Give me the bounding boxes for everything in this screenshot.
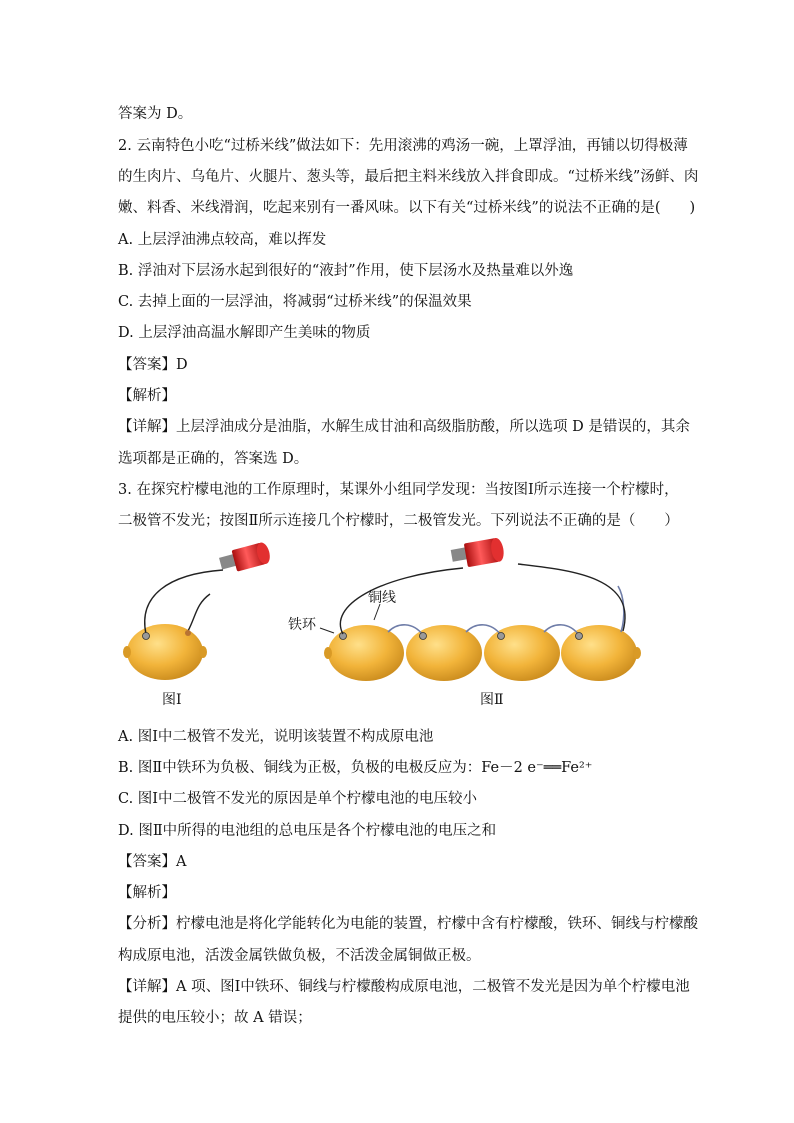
copper-terminal [185,630,191,636]
option-b: B. 图Ⅱ中铁环为负极、铜线为正极，负极的电极反应为：Fe－2 e⁻══Fe²⁺ [118,760,593,776]
analysis-label: 【解析】 [118,388,176,404]
detail-text: 【详解】A 项、图Ⅰ中铁环、铜线与柠檬酸构成原电池，二极管不发光是因为单个柠檬电池 [118,979,690,995]
wire [188,594,210,631]
text-line: 选项都是正确的，答案选 D。 [118,451,309,467]
option-c: C. 去掉上面的一层浮油，将减弱“过桥米线”的保温效果 [118,294,472,310]
text-line: 答案为 D。 [118,106,193,122]
led [218,541,272,575]
lemon [484,625,560,681]
option-d: D. 图Ⅱ中所得的电池组的总电压是各个柠檬电池的电压之和 [118,823,497,839]
question-2-stem: 2. 云南特色小吃“过桥米线”做法如下：先用滚沸的鸡汤一碗，上罩浮油，再铺以切得极薄 [118,138,688,154]
copper-wire [618,586,624,632]
question-3-stem: 3. 在探究柠檬电池的工作原理时，某课外小组同学发现：当按图Ⅰ所示连接一个柠檬时， [118,482,679,498]
lemon [561,625,637,681]
text-line: 提供的电压较小；故 A 错误； [118,1010,312,1026]
lemon [406,625,482,681]
figure-1 [123,541,272,680]
option-a: A. 图Ⅰ中二极管不发光，说明该装置不构成原电池 [118,729,434,745]
iron-ring [143,633,150,640]
wire [340,568,463,634]
option-d: D. 上层浮油高温水解即产生美味的物质 [118,325,371,341]
answer-label: 【答案】A [118,854,187,870]
caption-figure-1: 图Ⅰ [162,692,182,708]
label-iron-ring: 铁环 [288,617,316,633]
lemon [127,624,203,680]
wire [518,564,625,631]
text-line: 嫩、料香、米线滑润，吃起来别有一番风味。以下有关“过桥米线”的说法不正确的是( ) [118,200,696,216]
option-c: C. 图Ⅰ中二极管不发光的原因是单个柠檬电池的电压较小 [118,791,478,807]
lemon-battery-diagram [118,536,678,726]
option-a: A. 上层浮油沸点较高，难以挥发 [118,232,327,248]
text-line: 构成原电池，活泼金属铁做负极，不活泼金属铜做正极。 [118,948,481,964]
text-line: 二极管不发光；按图Ⅱ所示连接几个柠檬时，二极管发光。下列说法不正确的是（ ） [118,513,679,529]
wire [145,570,223,634]
analysis-label: 【解析】 [118,885,176,901]
lemon [328,625,404,681]
figure-2 [320,537,641,681]
answer-label: 【答案】D [118,357,188,373]
led [450,537,505,570]
detail-text: 【详解】上层浮油成分是油脂，水解生成甘油和高级脂肪酸，所以选项 D 是错误的，其余 [118,419,690,435]
caption-figure-2: 图Ⅱ [480,692,504,708]
label-copper-wire: 铜线 [368,590,396,606]
lemon-battery-figure [118,536,678,726]
analysis-text: 【分析】柠檬电池是将化学能转化为电能的装置，柠檬中含有柠檬酸，铁环、铜线与柠檬酸 [118,916,698,932]
option-b: B. 浮油对下层汤水起到很好的“液封”作用，使下层汤水及热量难以外逸 [118,263,574,279]
text-line: 的生肉片、乌龟片、火腿片、葱头等，最后把主料米线放入拌食即成。“过桥米线”汤鲜、肉 [118,169,699,185]
